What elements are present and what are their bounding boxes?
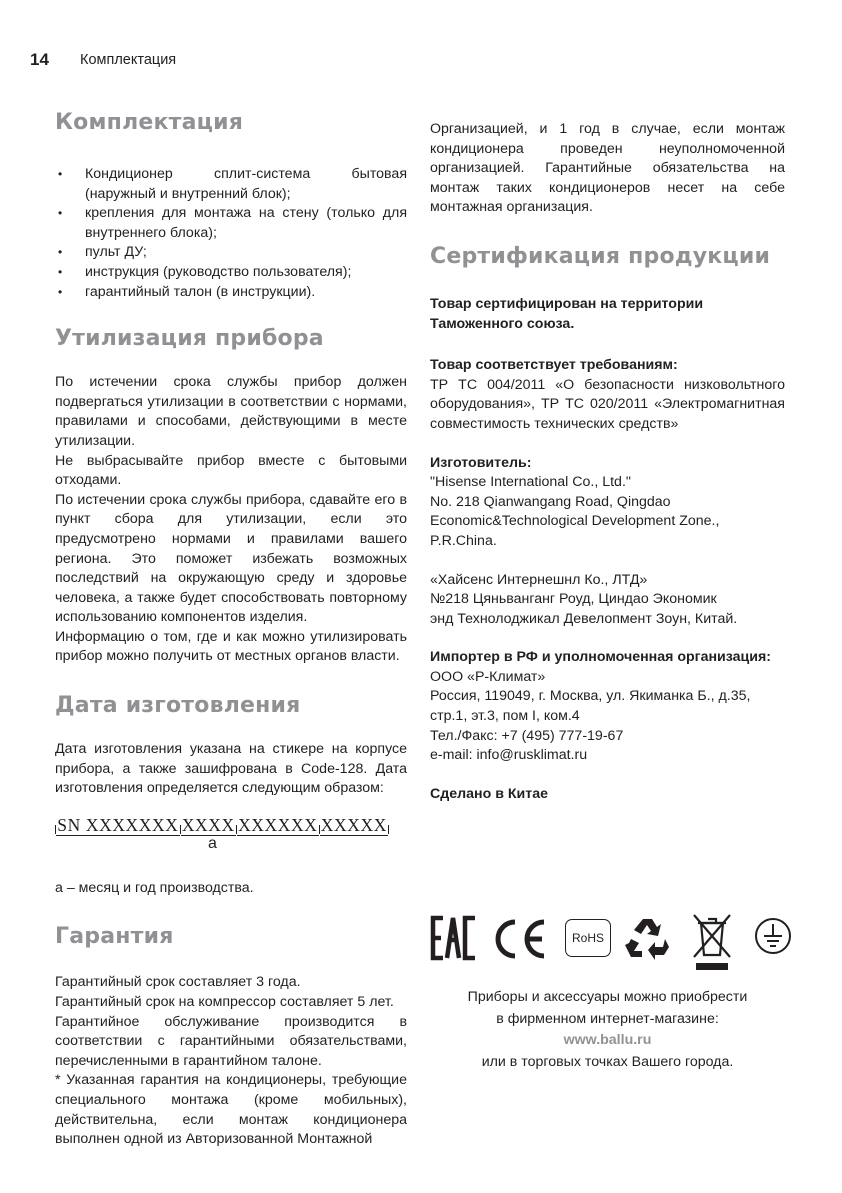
address-line: №218 Цяньванганг Роуд, Циндао Экономик — [430, 591, 717, 608]
code-divider — [388, 825, 389, 834]
list-item: • пульт ДУ; — [55, 243, 407, 263]
paragraph: * Указанная гарантия на кондиционеры, требующие специального монтажа (кроме мобильных), действительна, если монтаж кондиционера выполнен одной из Авторизованной Монтажной — [55, 1072, 407, 1148]
paragraph: По истечении срока службы прибор должен подвергаться утилизации в соответствии с нормами, правилами и способами, действующими в месте утилизации. — [55, 374, 407, 449]
running-header: Комплектация — [80, 52, 177, 68]
page-number: 14 — [30, 50, 49, 69]
code-marker: a — [208, 834, 217, 852]
shop-line: или в торговых точках Вашего города. — [481, 1053, 734, 1070]
manufacturer-address-ru — [430, 571, 785, 630]
list-item: • инструкция (руководство пользователя); — [55, 263, 407, 283]
importer-line: стр.1, эт.3, пом I, ком.4 — [430, 708, 580, 725]
left-column — [55, 110, 407, 1150]
address-line: P.R.China. — [430, 532, 497, 549]
code-segment: SN XXXXXXX — [57, 814, 179, 835]
paragraph: Гарантийный срок составляет 3 года. — [55, 974, 301, 991]
warranty-title: Гарантия — [55, 924, 174, 950]
code-segment: XXXXX — [320, 814, 387, 835]
rohs-icon: RoHS — [565, 919, 611, 957]
warranty-text — [55, 973, 407, 1149]
complies-text: ТР ТС 004/2011 «О безопасности низковольтного оборудования», ТР ТС 020/2011 «Электромагнитная совместимость технических средств» — [430, 376, 785, 432]
paragraph: Гарантийное обслуживание производится в соответствии с гарантийными обязательствами, перечисленными в гарантийном талоне. — [55, 1013, 407, 1069]
shop-line: Приборы и аксессуары можно приобрести — [467, 989, 748, 1005]
address-line: «Хайсенс Интернешнл Ко., ЛТД» — [430, 571, 648, 588]
serial-code-diagram — [55, 815, 407, 877]
paragraph: Гарантийный срок на компрессор составляет 5 лет. — [55, 994, 394, 1011]
kit-title: Комплектация — [55, 110, 244, 135]
code-legend: а – месяц и год производства. — [55, 879, 254, 896]
address-line: энд Технолоджикал Девелопмент Зоун, Китай. — [430, 610, 738, 627]
disposal-title: Утилизация прибора — [55, 326, 324, 352]
manufacture-date-title: Дата изготовления — [55, 693, 301, 719]
certification-title: Сертификация продукции — [430, 243, 771, 269]
list-item: • крепления для монтажа на стену (только для внутреннего блока); — [55, 204, 407, 243]
kit-list — [55, 165, 407, 302]
paragraph: Информацию о том, где и как можно утилизировать прибор можно получить от местных органов власти. — [55, 628, 407, 665]
address-line: "Hisense International Co., Ltd." — [430, 474, 631, 491]
shop-url-link[interactable]: www.ballu.ru — [563, 1032, 652, 1048]
certification-marks — [430, 905, 790, 975]
recycle-icon — [625, 915, 671, 961]
disposal-text — [55, 373, 407, 667]
code-segment: XXXX — [181, 814, 235, 835]
list-item: • гарантийный талон (в инструкции). — [55, 283, 407, 303]
address-line: Economic&Technological Development Zone., — [430, 513, 720, 530]
certified-text: Товар сертифицирован на территории Таможенного союза. — [430, 295, 704, 332]
list-item: • Кондиционер сплит-система бытовая (наружный и внутренний блок); — [55, 165, 407, 204]
importer-details — [430, 668, 785, 766]
code-segment: XXXXXX — [238, 814, 318, 835]
crossed-bin-icon — [692, 911, 732, 971]
shop-info — [430, 987, 785, 1073]
manufacturer-heading: Изготовитель: — [430, 454, 532, 471]
made-in-text: Сделано в Китае — [430, 785, 548, 802]
manufacture-date-text: Дата изготовления указана на стикере на корпусе прибора, а также зашифрована в Code-128. Дата изготовления определяется следующим образом: — [55, 741, 407, 797]
warranty-continuation: Организацией, и 1 год в случае, если монтаж кондиционера проведен неуполномоченной организацией. Гарантийные обязательства на монтаж таких кондиционеров несет на себе монтажная организация. — [430, 121, 785, 216]
ce-icon — [490, 918, 548, 960]
eac-icon — [430, 915, 478, 961]
complies-heading: Товар соответствует требованиям: — [430, 357, 678, 374]
importer-line: ООО «Р-Климат» — [430, 668, 546, 685]
importer-heading: Импортер в РФ и уполномоченная организация: — [430, 649, 771, 666]
paragraph: Не выбрасывайте прибор вместе с бытовыми отходами. — [55, 452, 407, 489]
shop-line: в фирменном интернет-магазине: — [496, 1010, 719, 1027]
manufacturer-address-en — [430, 473, 785, 551]
ground-icon — [754, 917, 792, 955]
serial-code — [55, 815, 405, 837]
importer-line: Тел./Факс: +7 (495) 777-19-67 — [430, 727, 624, 744]
address-line: No. 218 Qianwangang Road, Qingdao — [430, 493, 671, 510]
right-column — [430, 120, 785, 804]
importer-email: e-mail: info@rusklimat.ru — [430, 747, 588, 764]
paragraph: По истечении срока службы прибора, сдавайте его в пункт сбора для утилизации, если это предусмотрено нормами и правилами вашего региона. Это поможет избежать возможных последствий на окружающую среду и здоровье человека, а также будет способствовать повторному использованию компонентов изделия. — [55, 491, 407, 626]
importer-line: Россия, 119049, г. Москва, ул. Якиманка Б., д.35, — [430, 688, 751, 705]
